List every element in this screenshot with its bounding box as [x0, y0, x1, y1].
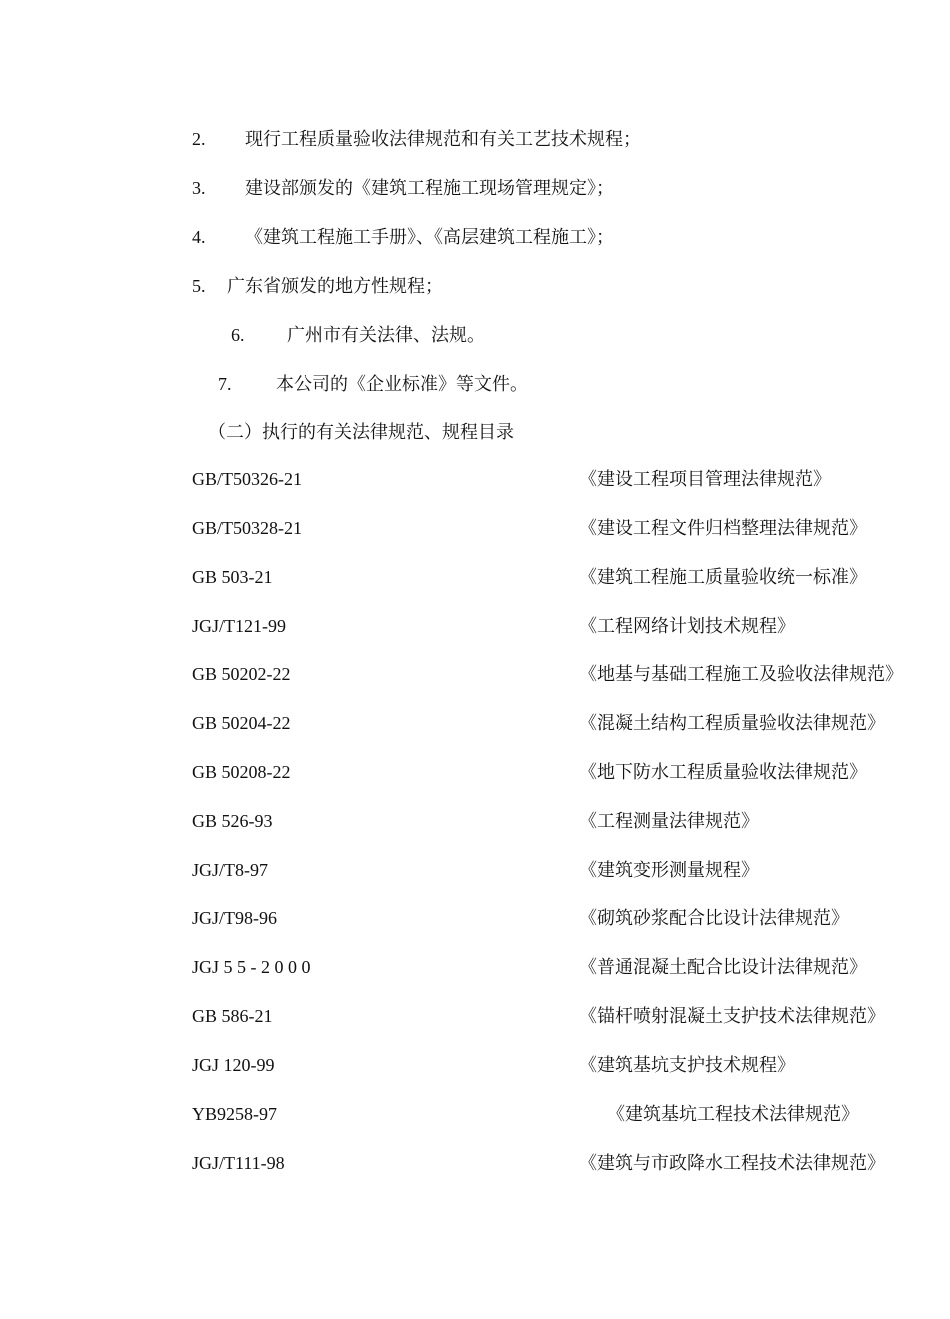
standard-title: 《砌筑砂浆配合比设计法律规范》	[579, 908, 849, 928]
standard-title: 《建筑基坑工程技术法律规范》	[607, 1104, 859, 1124]
standard-title: 《建筑变形测量规程》	[579, 860, 759, 880]
standard-code: JGJ 120-99	[192, 1055, 275, 1075]
item-number: 3.	[192, 178, 206, 198]
standard-title: 《锚杆喷射混凝土支护技术法律规范》	[579, 1006, 885, 1026]
standard-code: GB 526-93	[192, 811, 273, 831]
standard-code: GB 50208-22	[192, 762, 291, 782]
standard-title: 《工程网络计划技术规程》	[579, 616, 795, 636]
standard-code: GB/T50328-21	[192, 518, 302, 538]
standard-title: 《建筑工程施工质量验收统一标准》	[579, 567, 867, 587]
standard-code: GB 503-21	[192, 567, 273, 587]
section-heading: （二）执行的有关法律规范、规程目录	[208, 422, 514, 442]
standard-title: 《建筑基坑支护技术规程》	[579, 1055, 795, 1075]
item-number: 7.	[218, 374, 232, 394]
item-number: 5.	[192, 276, 206, 296]
standard-title: 《建设工程文件归档整理法律规范》	[579, 518, 867, 538]
standard-code: JGJ/T121-99	[192, 616, 286, 636]
standard-title: 《建设工程项目管理法律规范》	[579, 469, 831, 489]
item-text: 广东省颁发的地方性规程；	[227, 276, 443, 296]
standard-code: JGJ/T111-98	[192, 1153, 285, 1173]
item-text: 本公司的《企业标准》等文件。	[276, 374, 528, 394]
standard-code: GB 50202-22	[192, 664, 291, 684]
standard-code: GB/T50326-21	[192, 469, 302, 489]
standard-code: JGJ/T98-96	[192, 908, 277, 928]
standard-code: GB 586-21	[192, 1006, 273, 1026]
item-number: 2.	[192, 129, 206, 149]
item-number: 4.	[192, 227, 206, 247]
standard-code: GB 50204-22	[192, 713, 291, 733]
standard-title: 《混凝土结构工程质量验收法律规范》	[579, 713, 885, 733]
standard-title: 《建筑与市政降水工程技术法律规范》	[579, 1153, 885, 1173]
standard-title: 《地下防水工程质量验收法律规范》	[579, 762, 867, 782]
item-text: 建设部颁发的《建筑工程施工现场管理规定》；	[245, 178, 614, 198]
item-text: 现行工程质量验收法律规范和有关工艺技术规程；	[245, 129, 641, 149]
item-number: 6.	[231, 325, 245, 345]
item-text: 广州市有关法律、法规。	[287, 325, 485, 345]
standard-title: 《工程测量法律规范》	[579, 811, 759, 831]
standard-code: JGJ 5 5 - 2 0 0 0	[192, 957, 311, 977]
standard-title: 《地基与基础工程施工及验收法律规范》	[579, 664, 903, 684]
standard-code: JGJ/T8-97	[192, 860, 268, 880]
standard-code: YB9258-97	[192, 1104, 277, 1124]
standard-title: 《普通混凝土配合比设计法律规范》	[579, 957, 867, 977]
item-text: 《建筑工程施工手册》、《高层建筑工程施工》；	[245, 227, 614, 247]
